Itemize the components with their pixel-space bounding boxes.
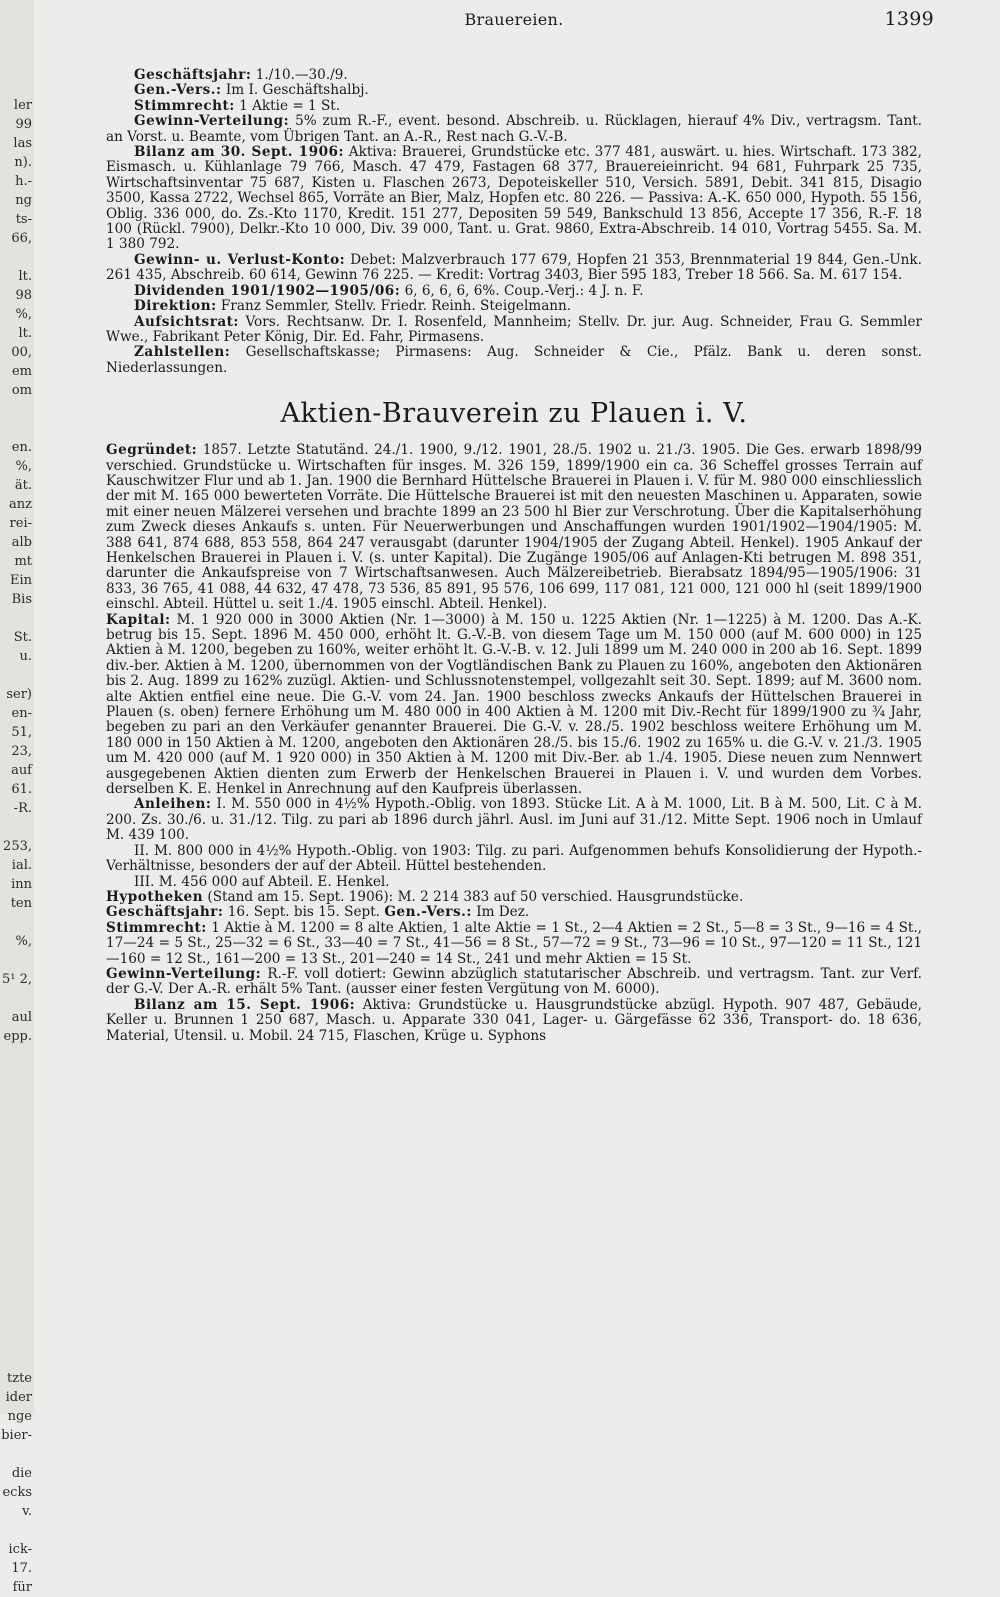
- entry-keyword: Gewinn- u. Verlust-Konto:: [134, 251, 346, 268]
- section-previous-company: [106, 68, 922, 376]
- entry-keyword: Aufsichtsrat:: [134, 313, 239, 330]
- margin-fragment: en-: [11, 706, 32, 721]
- entry-keyword: Geschäftsjahr:: [106, 904, 224, 921]
- entry-text: Aktiva: Brauerei, Grundstücke etc. 377 481, auswärt. u. hies. Wirtschaft. 173 382, Eismasch. u. Kühlanlage 79 766, Masch. 47 479, Fastagen 68 377, Brauereieinricht. 94 681, Fuhrpark 25 735, Wirtschaftsinventar 75 687, Kisten u. Flaschen 2673, Depoteiskeller 510, Versich. 5891, Debit. 341 815, Disagio 3500, Kassa 2722, Wechsel 865, Vorräte an Bier, Malz, Hopfen etc. 80 226. — Passiva: A.-K. 650 000, Hypoth. 55 156, Oblig. 336 000, do. Zs.-Kto 1170, Kredit. 151 277, Depositen 59 549, Bankschuld 13 856, Accepte 17 356, R.-F. 18 100 (Rückl. 7900), Delkr.-Kto 10 000, Div. 39 000, Tant. u. Grat. 9860, Extra-Abschreib. 14 010, Vortrag 5455. Sa. M. 1 380 792.: [106, 144, 922, 253]
- entry-keyword: Dividenden 1901/1902—1905/06:: [134, 282, 401, 299]
- margin-fragment: [0, 419, 34, 438]
- margin-fragment: [0, 1141, 34, 1160]
- margin-fragment: [0, 1521, 34, 1540]
- margin-fragment: für: [12, 1580, 32, 1595]
- entry-text: 1 Aktie = 1 St.: [234, 97, 341, 114]
- entry-paragraph: [106, 284, 922, 299]
- entry-text: Im Dez.: [471, 904, 530, 921]
- margin-fragment: [0, 913, 34, 932]
- entry-keyword: Kapital:: [106, 611, 171, 628]
- entry-keyword: Zahlstellen:: [134, 344, 231, 361]
- margin-fragment: [0, 1236, 34, 1255]
- entry-text: 1857. Letzte Statutänd. 24./1. 1900, 9./12. 1901, 28./5. 1902 u. 21./3. 1905. Die Ges. erwarb 1898/99 verschied. Grundstücke u. Wirtschaften für insges. M. 326 159, 1899/1900 ein ca. 36 Scheffel grosses Terrain auf Kauschwitzer Flur und ab 1. Jan. 1900 die Bernhard Hüttelsche Brauerei in Plauen i. V. für M. 980 000 einschliesslich der mit M. 165 000 bewerteten Vorräte. Die Hüttelsche Brauerei ist mit den neuesten Maschinen u. Apparaten, sowie mit einer neuen Mälzerei versehen und brachte 1899 an 23 500 hl Bier zur Verschrotung. Über die Kapitalserhöhung zum Zweck dieses Ankaufs s. unten. Für Neuerwerbungen und Anschaffungen wurden 1901/1902—1904/1905: M. 388 641, 874 688, 853 558, 864 247 verausgabt (darunter 1904/1905 der Zugang Abteil. Henkel). 1905 Ankauf der Henkelschen Brauerei in Plauen i. V. (s. unter Kapital). Die Zugänge 1905/06 auf Anlagen-Kti betrugen M. 898 351, darunter die Ankaufspreise von 7 Wirtschaftsanwesen. Auch Mälzereibetrieb. Bierabsatz 1894/95—1905/1906: 31 833, 36 765, 41 088, 44 632, 47 478, 73 536, 85 891, 95 576, 106 699, 117 081, 121 000, 121 000 hl (seit 1899/1900 einschl. Abteil. Hüttel u. seit 1./4. 1905 einschl. Abteil. Henkel).: [106, 442, 922, 613]
- entry-paragraph: [106, 613, 922, 798]
- entry-text: Franz Semmler, Stellv. Friedr. Reinh. Steigelmann.: [216, 298, 572, 315]
- margin-fragment: bier-: [1, 1428, 32, 1443]
- entry-keyword: Gewinn-Verteilung:: [134, 113, 290, 130]
- margin-fragment: [0, 609, 34, 628]
- entry-paragraph: [106, 998, 922, 1044]
- entry-text: Gesellschaftskasse; Pirmasens: Aug. Schneider & Cie., Pfälz. Bank u. deren sonst. Niederlassungen.: [106, 344, 922, 376]
- margin-fragment: nge: [7, 1409, 32, 1424]
- margin-fragment: 00,: [11, 345, 32, 360]
- entry-keyword: Direktion:: [134, 298, 217, 315]
- margin-fragment: v.: [22, 1504, 32, 1519]
- margin-fragment: ten: [10, 896, 32, 911]
- margin-fragment: -R.: [13, 801, 32, 816]
- margin-fragment: [0, 1122, 34, 1141]
- margin-fragment: lt.: [18, 326, 32, 341]
- entry-text: 16. Sept. bis 15. Sept.: [223, 904, 385, 921]
- margin-fragment: [0, 1312, 34, 1331]
- margin-fragment: anz: [9, 497, 32, 512]
- margin-fragment: h.-: [15, 174, 32, 189]
- margin-fragment: ng: [15, 193, 32, 208]
- entry-paragraph: [106, 253, 922, 284]
- entry-keyword: Gewinn-Verteilung:: [106, 965, 262, 982]
- entry-text: II. M. 800 000 in 4½% Hypoth.-Oblig. von 1903: Tilg. zu pari. Aufgenommen behufs Konsolidierung der Hypoth.-Verhältnisse, besonders der auf der Abteil. Hüttel bestehenden.: [106, 842, 922, 875]
- margin-fragment: 99: [15, 117, 32, 132]
- margin-fragment: [0, 1217, 34, 1236]
- margin-fragment: ider: [5, 1390, 32, 1405]
- entry-paragraph: [106, 875, 922, 890]
- margin-fragment: n).: [14, 155, 32, 170]
- margin-fragment: [0, 1084, 34, 1103]
- entry-paragraph: [106, 921, 922, 967]
- entry-keyword: Geschäftsjahr:: [134, 67, 252, 83]
- document-page: [106, 6, 934, 1044]
- entry-paragraph: [106, 83, 922, 98]
- margin-fragment: Bis: [11, 592, 32, 607]
- margin-fragment: [0, 248, 34, 267]
- entry-paragraph: [106, 844, 922, 875]
- margin-fragment: [0, 989, 34, 1008]
- margin-fragment: 253,: [3, 839, 32, 854]
- margin-fragment: ser): [6, 687, 32, 702]
- margin-fragment: mt: [14, 554, 32, 569]
- entry-paragraph: [106, 68, 922, 83]
- margin-fragment: [0, 400, 34, 419]
- margin-fragment: u.: [19, 649, 32, 664]
- entry-text: R.-F. voll dotiert: Gewinn abzüglich statutarischer Abschreib. und vertragsm. Tant. zur Verf. der G.-V. Der A.-R. erhält 5% Tant. (ausser einer festen Vergütung von M. 6000).: [106, 965, 922, 998]
- page-number: 1399: [884, 8, 934, 30]
- company-title: Aktien-Brauverein zu Plauen i. V.: [280, 398, 748, 430]
- margin-fragment: 51,: [11, 725, 32, 740]
- entry-text: M. 1 920 000 in 3000 Aktien (Nr. 1—3000) à M. 150 u. 1225 Aktien (Nr. 1—1225) à M. 1200. Das A.-K. betrug bis 15. Sept. 1896 M. 450 000, erhöht lt. G.-V.-B. von diesem Tage um M. 150 000 (auf M. 600 000) in 125 Aktien à M. 1200, begeben zu 160%, weiter erhöht lt. G.-V.-B. v. 12. Juli 1899 um M. 240 000 in 200 ab 16. Sept. 1899 div.-ber. Aktien à M. 1200, übernommen von der Vogtländischen Bank zu Plauen zu 160%, angeboten den Aktionären bis 2. Aug. 1899 zu 162% zuzügl. Aktien- und Schlussnotenstempel, vollgezahlt seit 30. Sept. 1899; auf M. 3600 nom. alte Aktien entfiel eine neue. Die G.-V. vom 24. Jan. 1900 beschloss zwecks Ankaufs der Hüttelschen Brauerei in Plauen (s. oben) fernere Erhöhung um M. 480 000 in 400 Aktien à M. 1200 mit Div.-Recht für 1899/1900 zu ¾ Jahr, begeben zu pari an den Verkäufer genannter Brauerei. Die G.-V. v. 28./5. 1902 beschloss weitere Erhöhung um M. 180 000 in 150 Aktien à M. 1200, angeboten den Aktionären 28./5. bis 15./6. 1902 zu 165% u. die G.-V. v. 21./3. 1905 um M. 420 000 (auf M. 1 920 000) in 350 Aktien à M. 1200 mit Div.-Ber. ab 1./4. 1905. Diese neuen zum Nennwert ausgegebenen Aktien dienten zum Erwerb der Henkelschen Brauerei in Plauen i. V. und wurden dem Vorbes. derselben K. E. Henkel in Anrechnung auf den Kaufpreis überlassen.: [106, 611, 922, 798]
- margin-fragment: aul: [11, 1010, 32, 1025]
- entry-keyword: Bilanz am 15. Sept. 1906:: [134, 996, 356, 1013]
- entry-keyword: Hypotheken: [106, 888, 204, 905]
- entry-paragraph: [106, 443, 922, 612]
- margin-fragment: [0, 1046, 34, 1065]
- margin-fragment: 23,: [11, 744, 32, 759]
- margin-fragment: %,: [15, 459, 32, 474]
- margin-fragment: 98: [15, 288, 32, 303]
- entry-text: 6, 6, 6, 6, 6%. Coup.-Verj.: 4 J. n. F.: [400, 282, 644, 299]
- margin-fragment: em: [11, 364, 32, 379]
- margin-fragment: rei-: [9, 516, 32, 531]
- margin-fragment: [0, 666, 34, 685]
- entry-paragraph: [106, 99, 922, 114]
- entry-paragraph: [106, 299, 922, 314]
- entry-text: I. M. 550 000 in 4½% Hypoth.-Oblig. von 1893. Stücke Lit. A à M. 1000, Lit. B à M. 500, Lit. C à M. 200. Zs. 30./6. u. 31./12. Tilg. zu pari ab 1896 durch jährl. Ausl. im Juni auf 31./12. Mitte Sept. 1906 noch in Umlauf M. 439 100.: [106, 796, 922, 844]
- entry-text: 5% zum R.-F., event. besond. Abschreib. u. Rücklagen, hierauf 4% Div., vertragsm. Tant. an Vorst. u. Beamte, vom Übrigen Tant. an A.-R., Rest nach G.-V.-B.: [106, 113, 922, 145]
- margin-fragment: [0, 1350, 34, 1369]
- entry-keyword: Bilanz am 30. Sept. 1906:: [134, 144, 345, 161]
- margin-fragment: [0, 1179, 34, 1198]
- entry-paragraph: [106, 315, 922, 346]
- margin-fragment: ecks: [2, 1485, 32, 1500]
- margin-fragment: tzte: [7, 1371, 32, 1386]
- entry-paragraph: [106, 797, 922, 843]
- margin-fragment: die: [11, 1466, 32, 1481]
- margin-fragment: [0, 1255, 34, 1274]
- margin-fragment: om: [11, 383, 32, 398]
- running-head: [106, 6, 934, 38]
- margin-fragment: ick-: [8, 1542, 32, 1557]
- margin-fragment: lt.: [18, 269, 32, 284]
- margin-fragment: ial.: [11, 858, 32, 873]
- margin-fragment: [0, 818, 34, 837]
- margin-fragment: [0, 1293, 34, 1312]
- margin-fragment: epp.: [3, 1029, 32, 1044]
- entry-text: (Stand am 15. Sept. 1906): M. 2 214 383 auf 50 verschied. Hausgrundstücke.: [203, 888, 744, 905]
- entry-paragraph: [106, 967, 922, 998]
- margin-fragment: 17.: [11, 1561, 32, 1576]
- entry-keyword: Gen.-Vers.:: [134, 82, 222, 99]
- margin-fragment: %,: [15, 934, 32, 949]
- margin-fragment: [0, 951, 34, 970]
- entry-text: Debet: Malzverbrauch 177 679, Hopfen 21 353, Brennmaterial 19 844, Gen.-Unk. 261 435, Abschreib. 60 614, Gewinn 76 225. — Kredit: Vortrag 3403, Bier 595 183, Treber 18 566. Sa. M. 617 154.: [106, 251, 922, 284]
- margin-fragment: [0, 1160, 34, 1179]
- margin-fragment: [0, 1103, 34, 1122]
- margin-fragment: St.: [13, 630, 32, 645]
- entry-keyword: Gegründet:: [106, 442, 198, 459]
- running-head-title: Brauereien.: [464, 10, 564, 29]
- margin-fragment: ler: [13, 98, 32, 113]
- margin-fragment: las: [13, 136, 32, 151]
- entry-keyword: Anleihen:: [134, 796, 212, 813]
- margin-fragment: [0, 1274, 34, 1293]
- margin-fragment: [0, 1065, 34, 1084]
- margin-fragment: alb: [11, 535, 32, 550]
- entry-text: 1./10.—30./9.: [251, 67, 348, 83]
- entry-text: Im I. Geschäftshalbj.: [221, 82, 369, 99]
- margin-fragment: 5¹ 2,: [1, 972, 32, 987]
- margin-fragment: [0, 1445, 34, 1464]
- entry-text: Vors. Rechtsanw. Dr. I. Rosenfeld, Mannheim; Stellv. Dr. jur. Aug. Schneider, Frau G. Semmler Wwe., Fabrikant Peter König, Dir. Ed. Fahr, Pirmasens.: [106, 313, 922, 345]
- entry-keyword: Gen.-Vers.:: [384, 904, 472, 921]
- margin-fragment: inn: [11, 877, 32, 892]
- entry-paragraph: [106, 890, 922, 905]
- entry-keyword: Stimmrecht:: [106, 919, 207, 936]
- entry-paragraph: [106, 345, 922, 376]
- entry-paragraph: [106, 905, 922, 920]
- entry-paragraph: [106, 145, 922, 253]
- entry-text: Aktiva: Grundstücke u. Hausgrundstücke abzügl. Hypoth. 907 487, Gebäude, Keller u. Brunnen 1 250 687, Masch. u. Apparate 330 041, Lager- u. Gärgefässe 62 336, Transport- do. 18 636, Material, Utensil. u. Mobil. 24 715, Flaschen, Krüge u. Syphons: [106, 996, 922, 1044]
- entry-paragraph: [106, 114, 922, 145]
- margin-fragment: 61.: [11, 782, 32, 797]
- margin-fragment: Ein: [9, 573, 32, 588]
- margin-fragment: ts-: [15, 212, 32, 227]
- margin-fragment: %,: [15, 307, 32, 322]
- entry-keyword: Stimmrecht:: [134, 97, 235, 114]
- margin-fragment: 66,: [11, 231, 32, 246]
- entry-text: III. M. 456 000 auf Abteil. E. Henkel.: [134, 873, 390, 890]
- entry-text: 1 Aktie à M. 1200 = 8 alte Aktien, 1 alte Aktie = 1 St., 2—4 Aktien = 2 St., 5—8 = 3 St., 9—16 = 4 St., 17—24 = 5 St., 25—32 = 6 St., 33—40 = 7 St., 41—56 = 8 St., 57—72 = 9 St., 73—96 = 10 St., 97—120 = 11 St., 121—160 = 12 St., 161—200 = 13 St., 201—240 = 14 St., 241 und mehr Aktien = 15 St.: [106, 919, 922, 967]
- section-aktien-brauverein-plauen: [106, 443, 922, 1044]
- margin-fragment: en.: [11, 440, 32, 455]
- margin-fragment: auf: [11, 763, 32, 778]
- margin-fragment: [0, 1331, 34, 1350]
- left-margin-fragments: [0, 0, 34, 1595]
- margin-fragment: ät.: [14, 478, 32, 493]
- margin-fragment: [0, 1198, 34, 1217]
